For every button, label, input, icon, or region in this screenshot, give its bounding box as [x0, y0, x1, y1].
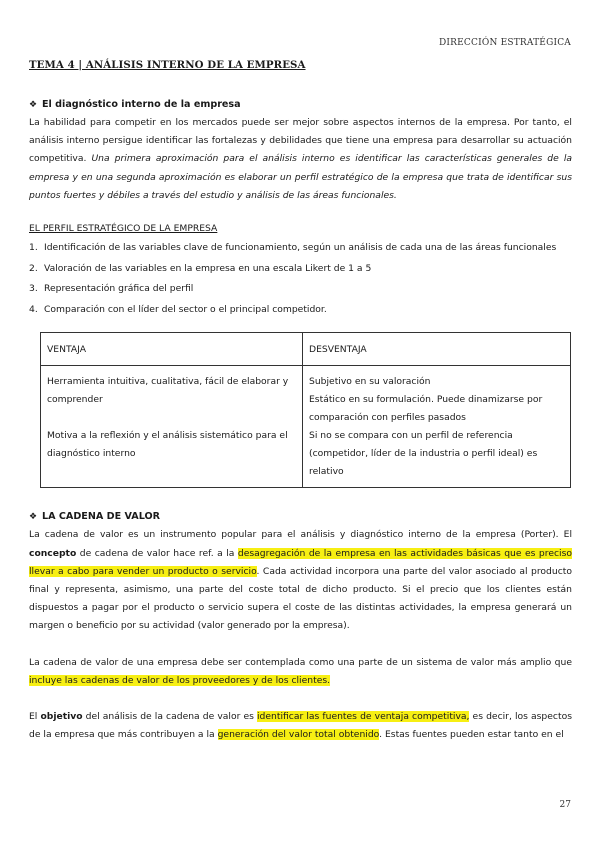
- paragraph-cadena-2: [29, 654, 572, 690]
- diamond-bullet-icon: ❖: [29, 100, 38, 110]
- section-heading-text: El diagnóstico interno de la empresa: [42, 99, 241, 110]
- desventaja-item: Subjetivo en su valoración: [309, 376, 431, 388]
- ventaja-item: Motiva a la reflexión y el análisis sistemático para el diagnóstico interno: [47, 430, 288, 460]
- profile-steps-list: [29, 238, 572, 320]
- running-header: DIRECCIÓN ESTRATÉGICA: [439, 38, 571, 48]
- highlighted-text: generación del valor total obtenido: [217, 729, 380, 741]
- paragraph-text: . Estas fuentes pueden estar tanto en el: [379, 729, 564, 741]
- paragraph-text: La cadena de valor es un instrumento popular para el análisis y diagnóstico interno de la empresa (Porter). El: [29, 529, 572, 541]
- paragraph-diagnostico: [29, 114, 572, 205]
- paragraph-text: El: [29, 711, 41, 723]
- page-number: 27: [559, 800, 571, 810]
- list-text: Valoración de las variables en la empresa en una escala Likert de 1 a 5: [44, 262, 372, 274]
- highlighted-text: incluye las cadenas de valor de los proveedores y de los clientes.: [29, 674, 331, 686]
- paragraph-text: de cadena de valor hace ref. a la: [76, 547, 238, 559]
- list-number: 2.: [29, 262, 38, 274]
- bold-term: concepto: [29, 547, 77, 559]
- table-header-row: [41, 333, 571, 366]
- list-item: [29, 300, 572, 321]
- list-text: Representación gráfica del perfil: [44, 283, 194, 295]
- ventaja-item: Herramienta intuitiva, cualitativa, fácil de elaborar y comprender: [47, 376, 289, 406]
- section-heading-text: LA CADENA DE VALOR: [42, 511, 161, 523]
- header-desventaja: DESVENTAJA: [303, 333, 571, 366]
- list-number: 1.: [29, 242, 38, 254]
- paragraph-text: es decir, los aspectos de la empresa que más contribuyen a la: [29, 711, 572, 741]
- diamond-bullet-icon: ❖: [29, 512, 38, 523]
- list-text: Comparación con el líder del sector o el principal competidor.: [44, 303, 327, 315]
- list-number: 4.: [29, 303, 38, 315]
- page-content: [29, 58, 572, 744]
- bold-term: objetivo: [40, 711, 83, 723]
- topic-title: TEMA 4 | ANÁLISIS INTERNO DE LA EMPRESA: [29, 59, 306, 71]
- header-ventaja: VENTAJA: [41, 333, 303, 366]
- section-heading-diagnostico: [29, 98, 572, 112]
- profile-title: EL PERFIL ESTRATÉGICO DE LA EMPRESA: [29, 223, 218, 235]
- ventaja-cell: [41, 366, 303, 488]
- list-item: [29, 238, 572, 259]
- desventaja-item: Si no se compara con un perfil de referencia (competidor, líder de la industria o perfil ideal) es relativo: [309, 430, 538, 478]
- paragraph-text: La habilidad para competir en los mercados puede ser mejor sobre aspectos internos de la empresa. Por tanto, el análisis interno persigue identificar las fortalezas y debilidades que tiene una empresa para desarrollar su actuación competitiva.: [29, 117, 572, 165]
- paragraph-text: La cadena de valor de una empresa debe ser contemplada como una parte de un sistema de valor más amplio que: [29, 656, 572, 668]
- paragraph-italic-text: Una primera aproximación para el análisis interno es identificar las características generales de la empresa y en una segunda aproximación es elaborar un perfil estratégico de la empresa que trata de identificar sus puntos fuertes y débiles a través del estudio y análisis de las áreas funcionales.: [29, 153, 573, 201]
- desventaja-item: Estático en su formulación. Puede dinamizarse por comparación con perfiles pasados: [309, 394, 543, 424]
- list-item: [29, 259, 572, 280]
- table-row: [41, 366, 571, 488]
- advantages-table: [40, 332, 571, 488]
- list-item: [29, 279, 572, 300]
- highlighted-text: identificar las fuentes de ventaja competitiva,: [256, 711, 470, 723]
- section-heading-cadena: [29, 510, 572, 524]
- list-text: Identificación de las variables clave de funcionamiento, según un análisis de cada una de las áreas funcionales: [44, 242, 557, 254]
- highlighted-text: desagregación de la empresa en las actividades básicas que es preciso llevar a cabo para vender un producto o servicio: [29, 547, 573, 577]
- paragraph-cadena-1: [29, 526, 572, 635]
- paragraph-text: del análisis de la cadena de valor es: [82, 711, 257, 723]
- list-number: 3.: [29, 283, 38, 295]
- paragraph-cadena-3: [29, 708, 572, 744]
- paragraph-text: . Cada actividad incorpora una parte del valor asociado al producto final y representa, asimismo, una parte del coste total de dicho producto. Si el precio que los clientes están dispuestos a pagar por el producto o servicio supera el coste de las distintas actividades, la empresa generará un margen o beneficio por su actividad (valor generado por la empresa).: [29, 565, 572, 632]
- desventaja-cell: [303, 366, 571, 488]
